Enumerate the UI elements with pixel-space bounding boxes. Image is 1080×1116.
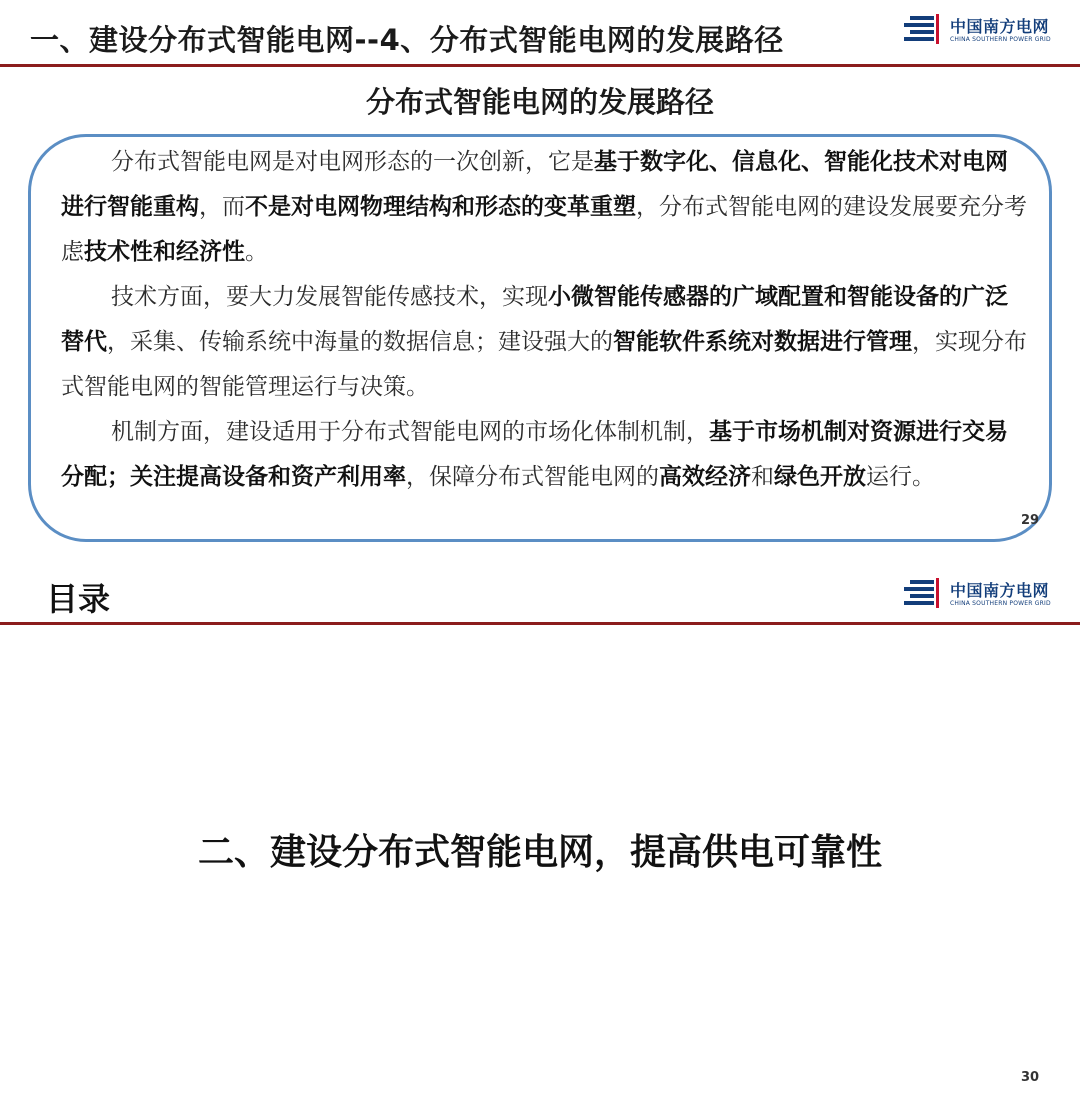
emphasized-text: 绿色开放 (774, 464, 866, 490)
paragraph-text: ，而 (199, 194, 245, 220)
paragraph-text: 分布式智能电网是对电网形态的一次创新，它是 (111, 149, 594, 175)
page-number: 29 (1021, 513, 1040, 528)
emphasized-text: 基于数字化、信息化、智能化技术对电网进行智能重构 (61, 149, 1008, 220)
toc-title: 目录 (46, 580, 111, 618)
logo-mark-icon (904, 578, 944, 608)
section-title: 二、建设分布式智能电网，提高供电可靠性 (197, 832, 882, 873)
emphasized-text: 小微智能传感器的广域配置和智能设备的广泛替代 (61, 284, 1008, 355)
emphasized-text: 智能软件系统对数据进行管理 (613, 329, 912, 355)
paragraph-technology (61, 275, 1029, 410)
paragraph-mechanism (61, 410, 1029, 500)
paragraph-text: 机制方面，建设适用于分布式智能电网的市场化体制机制， (111, 419, 709, 445)
logo-name-en: CHINA SOUTHERN POWER GRID (950, 600, 1051, 607)
paragraph-text: 和 (751, 464, 774, 490)
logo-name-en: CHINA SOUTHERN POWER GRID (950, 36, 1051, 43)
paragraph-text: ，保障分布式智能电网的 (406, 464, 659, 490)
page-number: 30 (1021, 1070, 1040, 1085)
slide-30 (0, 572, 1080, 1116)
header-divider (0, 622, 1080, 625)
paragraph-text: 技术方面，要大力发展智能传感技术，实现 (111, 284, 548, 310)
paragraph-overview (61, 140, 1029, 275)
company-logo (904, 574, 1072, 614)
paragraph-text: 。 (245, 239, 268, 265)
paragraph-text: ，采集、传输系统中海量的数据信息；建设强大的 (107, 329, 613, 355)
logo-mark-icon (904, 14, 944, 44)
logo-name-cn: 中国南方电网 (950, 581, 1050, 600)
company-logo (904, 10, 1072, 50)
header-divider (0, 64, 1080, 67)
emphasized-text: 技术性和经济性 (84, 239, 245, 265)
content-box (28, 134, 1052, 542)
emphasized-text: 不是对电网物理结构和形态的变革重塑 (245, 194, 636, 220)
paragraph-text: 运行。 (866, 464, 935, 490)
paragraph-text: ，实现分布式智能电网的智能管理运行与决策。 (61, 329, 1027, 400)
logo-name-cn: 中国南方电网 (950, 17, 1050, 36)
emphasized-text: 高效经济 (659, 464, 751, 490)
paragraph-text: ，分布式智能电网的建设发展要充分考虑 (61, 194, 1027, 265)
header-title: 一、建设分布式智能电网--4、分布式智能电网的发展路径 (30, 23, 784, 57)
emphasized-text: 基于市场机制对资源进行交易分配；关注提高设备和资产利用率 (61, 419, 1008, 490)
slide-heading: 分布式智能电网的发展路径 (365, 85, 714, 119)
